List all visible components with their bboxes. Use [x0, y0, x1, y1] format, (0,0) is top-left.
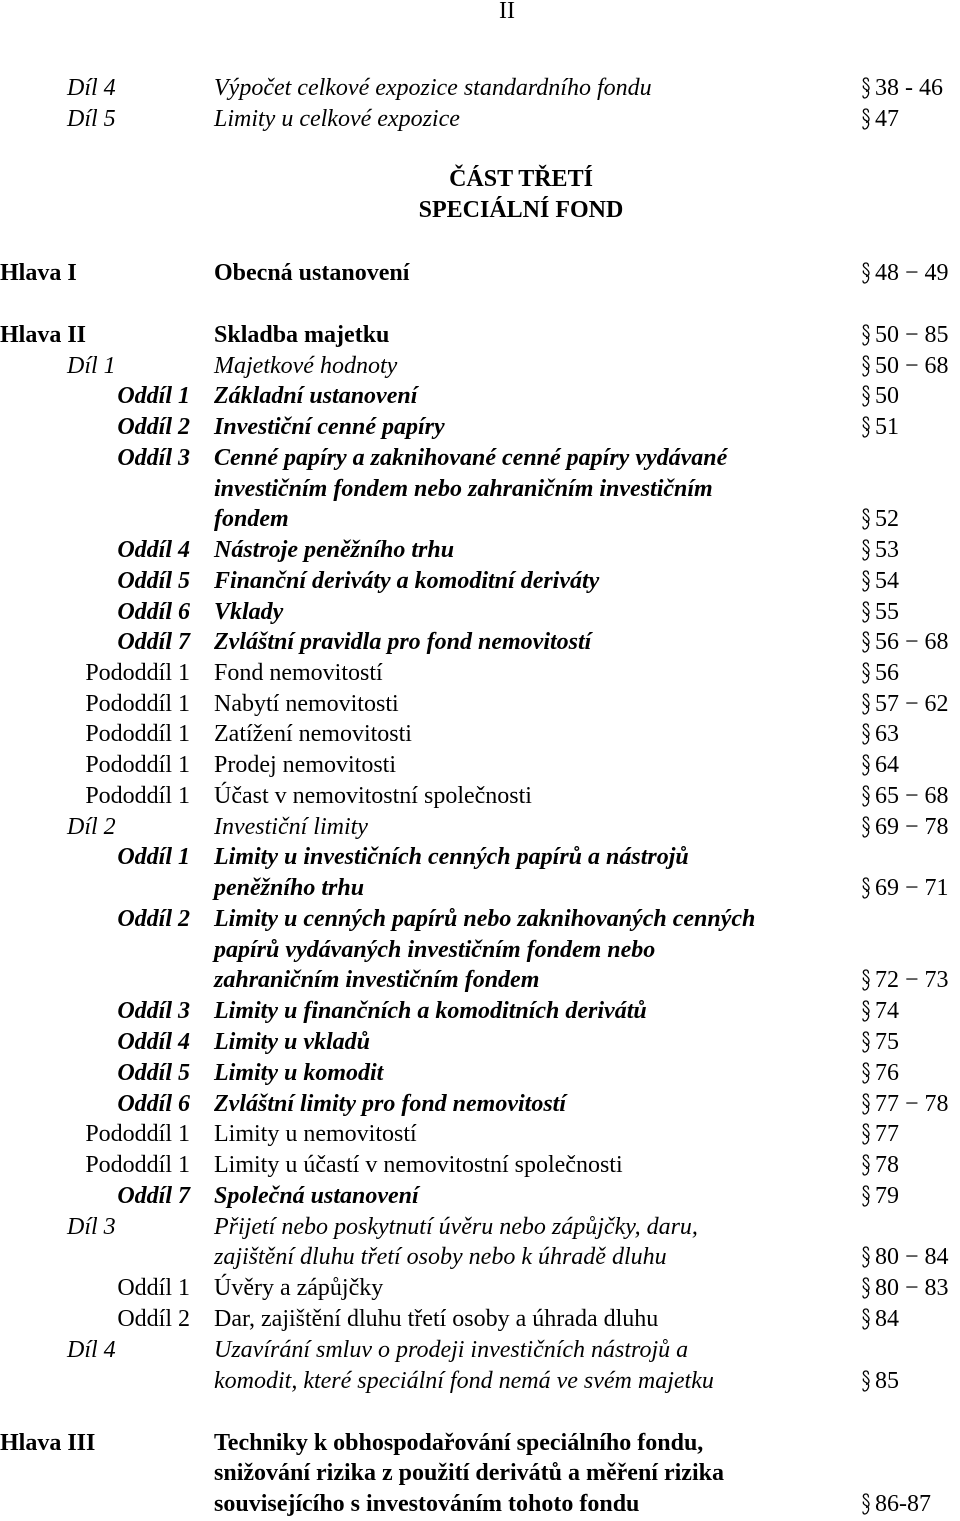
- toc-section-range: 47: [875, 106, 899, 132]
- toc-section-range: 76: [875, 1060, 899, 1086]
- toc-title: zahraničním investičním fondem: [214, 967, 540, 993]
- toc-title: Limity u finančních a komoditních derivátů: [214, 998, 647, 1024]
- toc-title: papírů vydávaných investičním fondem nebo: [214, 937, 656, 963]
- toc-section-range: 84: [875, 1306, 899, 1332]
- toc-label: Hlava I: [0, 260, 77, 286]
- toc-title: Zvláštní pravidla pro fond nemovitostí: [214, 629, 592, 655]
- toc-section-range: 69 − 78: [875, 814, 949, 840]
- toc-title: Limity u vkladů: [214, 1029, 370, 1055]
- section-sign-icon: [861, 1000, 871, 1023]
- toc-row: [0, 1242, 960, 1273]
- section-sign-icon: [861, 816, 871, 839]
- toc-row: [0, 935, 960, 966]
- toc-row: [0, 904, 960, 935]
- toc-row: [0, 1458, 960, 1489]
- toc-row: [0, 566, 960, 597]
- section-sign-icon: [861, 1154, 871, 1177]
- section-sign-icon: [861, 662, 871, 685]
- toc-label: Pododdíl 1: [85, 1152, 190, 1178]
- toc-label: Díl 4: [67, 1337, 116, 1363]
- toc-row: [0, 873, 960, 904]
- toc-row: [0, 965, 960, 996]
- toc-title: snižování rizika z použití derivátů a měření rizika: [214, 1460, 724, 1486]
- toc-title: Účast v nemovitostní společnosti: [214, 783, 532, 809]
- section-sign-icon: [861, 1277, 871, 1300]
- toc-title: Zatížení nemovitosti: [214, 721, 412, 747]
- toc-label: Oddíl 7: [117, 629, 190, 655]
- toc-label: Oddíl 1: [117, 383, 190, 409]
- toc-section-range: 80 − 83: [875, 1275, 949, 1301]
- toc-section-range: 38 - 46: [875, 75, 943, 101]
- toc-section-range: 57 − 62: [875, 691, 949, 717]
- toc-section-range: 50 − 68: [875, 353, 949, 379]
- toc-row: [0, 1304, 960, 1335]
- section-sign-icon: [861, 539, 871, 562]
- section-sign-icon: [861, 355, 871, 378]
- toc-row: [0, 412, 960, 443]
- toc-row: [0, 1089, 960, 1120]
- toc-label: Pododdíl 1: [85, 752, 190, 778]
- toc-section-range: 74: [875, 998, 899, 1024]
- toc-label: Oddíl 4: [117, 1029, 190, 1055]
- toc-section-range: 63: [875, 721, 899, 747]
- toc-title: Obecná ustanovení: [214, 260, 410, 286]
- toc-section-range: 77 − 78: [875, 1091, 949, 1117]
- toc-section-range: 79: [875, 1183, 899, 1209]
- toc-row: [0, 719, 960, 750]
- toc-label: Oddíl 3: [117, 998, 190, 1024]
- section-sign-icon: [861, 1093, 871, 1116]
- toc-title: Skladba majetku: [214, 322, 390, 348]
- toc-label: Oddíl 2: [117, 906, 190, 932]
- toc-row: [0, 535, 960, 566]
- toc-row: [0, 1150, 960, 1181]
- section-sign-icon: [861, 1062, 871, 1085]
- toc-section-range: 69 − 71: [875, 875, 949, 901]
- toc-label: Díl 1: [67, 353, 116, 379]
- toc-row: [0, 996, 960, 1027]
- toc-row: [0, 1058, 960, 1089]
- toc-row: [0, 1119, 960, 1150]
- toc-title: Společná ustanovení: [214, 1183, 419, 1209]
- section-sign-icon: [861, 1123, 871, 1146]
- toc-title: Prodej nemovitosti: [214, 752, 396, 778]
- section-sign-icon: [861, 693, 871, 716]
- toc-section-range: 56 − 68: [875, 629, 949, 655]
- toc-label: Oddíl 5: [117, 568, 190, 594]
- toc-title: Fond nemovitostí: [214, 660, 383, 686]
- toc-title: Vklady: [214, 599, 284, 625]
- toc-label: Hlava III: [0, 1430, 96, 1456]
- toc-label: Pododdíl 1: [85, 783, 190, 809]
- toc-row: [0, 1212, 960, 1243]
- toc-section-range: 80 − 84: [875, 1244, 949, 1270]
- toc-row: [0, 781, 960, 812]
- toc-title: Investiční limity: [214, 814, 368, 840]
- section-sign-icon: [861, 754, 871, 777]
- toc-label: Pododdíl 1: [85, 721, 190, 747]
- part-heading: SPECIÁLNÍ FOND: [418, 197, 624, 223]
- section-sign-icon: [861, 508, 871, 531]
- toc-section-range: 50 − 85: [875, 322, 949, 348]
- toc-title: Uzavírání smluv o prodeji investičních nástrojů a: [214, 1337, 689, 1363]
- toc-section-range: 52: [875, 506, 899, 532]
- toc-section-range: 54: [875, 568, 899, 594]
- section-sign-icon: [861, 1031, 871, 1054]
- toc-section-range: 51: [875, 414, 899, 440]
- toc-row: [0, 351, 960, 382]
- section-sign-icon: [861, 631, 871, 654]
- toc-title: komodit, které speciální fond nemá ve svém majetku: [214, 1368, 714, 1394]
- toc-title: Nástroje peněžního trhu: [214, 537, 455, 563]
- toc-title: Limity u investičních cenných papírů a nástrojů: [214, 844, 689, 870]
- toc-label: Oddíl 2: [117, 1306, 190, 1332]
- toc-title: Finanční deriváty a komoditní deriváty: [214, 568, 600, 594]
- toc-section-range: 53: [875, 537, 899, 563]
- toc-title: Přijetí nebo poskytnutí úvěru nebo zápůjčky, daru,: [214, 1214, 698, 1240]
- toc-row: [0, 504, 960, 535]
- toc-title: investičním fondem nebo zahraničním investičním: [214, 476, 713, 502]
- toc-label: Hlava II: [0, 322, 87, 348]
- toc-section-range: 85: [875, 1368, 899, 1394]
- section-sign-icon: [861, 77, 871, 100]
- toc-title: Nabytí nemovitosti: [214, 691, 399, 717]
- toc-title: Techniky k obhospodařování speciálního fondu,: [214, 1430, 704, 1456]
- toc-title: Dar, zajištění dluhu třetí osoby a úhrada dluhu: [214, 1306, 659, 1332]
- toc-label: Pododdíl 1: [85, 1121, 190, 1147]
- toc-label: Oddíl 4: [117, 537, 190, 563]
- section-sign-icon: [861, 108, 871, 131]
- section-sign-icon: [861, 1185, 871, 1208]
- toc-label: Díl 3: [67, 1214, 116, 1240]
- toc-title: Majetkové hodnoty: [214, 353, 398, 379]
- toc-section-range: 72 − 73: [875, 967, 949, 993]
- toc-row: [0, 1273, 960, 1304]
- toc-label: Oddíl 1: [117, 844, 190, 870]
- toc-label: Oddíl 6: [117, 1091, 190, 1117]
- toc-title: Úvěry a zápůjčky: [214, 1275, 384, 1301]
- toc-row: [0, 1428, 960, 1459]
- toc-row: [0, 597, 960, 628]
- toc-label: Díl 4: [67, 75, 116, 101]
- toc-title: zajištění dluhu třetí osoby nebo k úhradě dluhu: [214, 1244, 667, 1270]
- section-sign-icon: [861, 570, 871, 593]
- toc-row: [0, 474, 960, 505]
- toc-row: [0, 812, 960, 843]
- toc-section-range: 86-87: [875, 1491, 931, 1517]
- toc-row: [0, 1366, 960, 1397]
- toc-label: Oddíl 5: [117, 1060, 190, 1086]
- toc-title: Limity u účastí v nemovitostní společnosti: [214, 1152, 623, 1178]
- toc-title: peněžního trhu: [214, 875, 365, 901]
- section-sign-icon: [861, 385, 871, 408]
- toc-row: [0, 627, 960, 658]
- section-sign-icon: [861, 1308, 871, 1331]
- toc-title: Výpočet celkové expozice standardního fondu: [214, 75, 652, 101]
- section-sign-icon: [861, 1493, 871, 1516]
- toc-row: [0, 842, 960, 873]
- toc-title: Základní ustanovení: [214, 383, 418, 409]
- toc-label: Oddíl 2: [117, 414, 190, 440]
- toc-section-range: 75: [875, 1029, 899, 1055]
- page-number: II: [499, 0, 515, 24]
- toc-section-range: 65 − 68: [875, 783, 949, 809]
- toc-row: [0, 258, 960, 289]
- toc-title: Limity u nemovitostí: [214, 1121, 417, 1147]
- toc-row: [0, 1181, 960, 1212]
- section-sign-icon: [861, 262, 871, 285]
- toc-title: Limity u celkové expozice: [214, 106, 460, 132]
- toc-label: Oddíl 1: [117, 1275, 190, 1301]
- toc-row: [0, 689, 960, 720]
- section-sign-icon: [861, 785, 871, 808]
- toc-title: Limity u komodit: [214, 1060, 384, 1086]
- toc-title: Zvláštní limity pro fond nemovitostí: [214, 1091, 567, 1117]
- toc-title: fondem: [214, 506, 289, 532]
- toc-section-range: 78: [875, 1152, 899, 1178]
- toc-section-range: 48 − 49: [875, 260, 949, 286]
- toc-section-range: 50: [875, 383, 899, 409]
- toc-label: Oddíl 7: [117, 1183, 190, 1209]
- toc-label: Díl 2: [67, 814, 116, 840]
- toc-row: [0, 73, 960, 104]
- toc-row: [0, 750, 960, 781]
- toc-section-range: 55: [875, 599, 899, 625]
- toc-title: souvisejícího s investováním tohoto fondu: [214, 1491, 640, 1517]
- toc-section-range: 77: [875, 1121, 899, 1147]
- toc-row: [0, 1335, 960, 1366]
- toc-row: [0, 104, 960, 135]
- toc-row: [0, 658, 960, 689]
- toc-section-range: 64: [875, 752, 899, 778]
- toc-label: Díl 5: [67, 106, 116, 132]
- toc-section-range: 56: [875, 660, 899, 686]
- section-sign-icon: [861, 969, 871, 992]
- toc-title: Cenné papíry a zaknihované cenné papíry vydávané: [214, 445, 728, 471]
- section-sign-icon: [861, 601, 871, 624]
- section-sign-icon: [861, 723, 871, 746]
- toc-row: [0, 1027, 960, 1058]
- section-sign-icon: [861, 416, 871, 439]
- toc-title: Limity u cenných papírů nebo zaknihovaných cenných: [214, 906, 756, 932]
- toc-label: Pododdíl 1: [85, 691, 190, 717]
- toc-label: Oddíl 6: [117, 599, 190, 625]
- part-heading: ČÁST TŘETÍ: [449, 166, 593, 192]
- toc-label: Oddíl 3: [117, 445, 190, 471]
- section-sign-icon: [861, 877, 871, 900]
- toc-row: [0, 320, 960, 351]
- toc-title: Investiční cenné papíry: [214, 414, 445, 440]
- toc-label: Pododdíl 1: [85, 660, 190, 686]
- section-sign-icon: [861, 1370, 871, 1393]
- section-sign-icon: [861, 1246, 871, 1269]
- toc-row: [0, 443, 960, 474]
- toc-row: [0, 1489, 960, 1520]
- section-sign-icon: [861, 324, 871, 347]
- toc-row: [0, 381, 960, 412]
